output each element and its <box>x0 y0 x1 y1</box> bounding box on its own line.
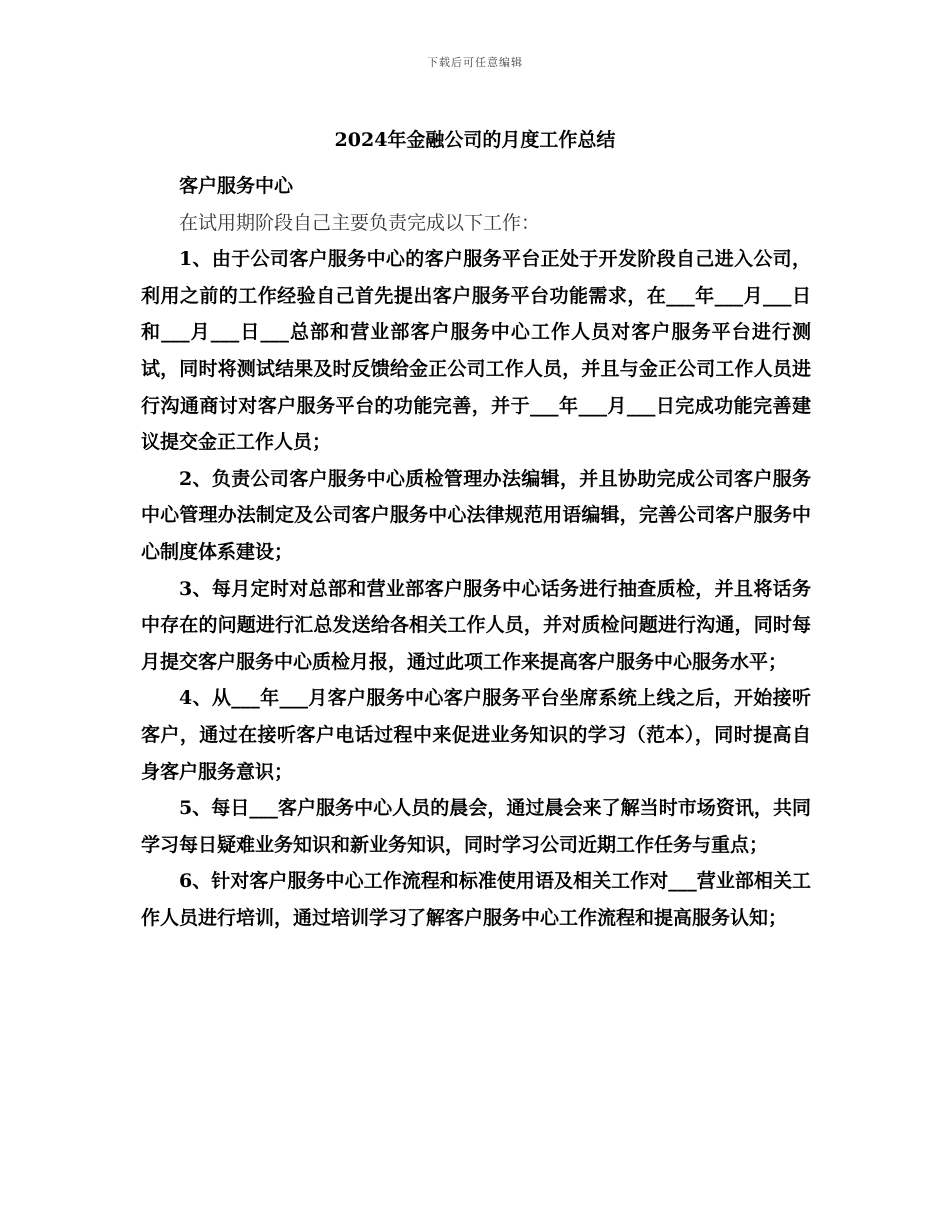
paragraph-2: 2、负责公司客户服务中心质检管理办法编辑，并且协助完成公司客户服务中心管理办法制定及公司客户服务中心法律规范用语编辑，完善公司客户服务中心制度体系建设； <box>141 467 811 563</box>
paragraph-5: 5、每日___客户服务中心人员的晨会，通过晨会来了解当时市场资讯，共同学习每日疑难业务知识和新业务知识，同时学习公司近期工作任务与重点； <box>141 797 811 856</box>
paragraph-6: 6、针对客户服务中心工作流程和标准使用语及相关工作对___营业部相关工作人员进行培训，通过培训学习了解客户服务中心工作流程和提高服务认知； <box>141 870 811 929</box>
paragraph-3: 3、每月定时对总部和营业部客户服务中心话务进行抽查质检，并且将话务中存在的问题进行汇总发送给各相关工作人员，并对质检问题进行沟通，同时每月提交客户服务中心质检月报，通过此项工作来提高客户服务中心服务水平； <box>141 577 811 673</box>
header-note: 下载后可任意编辑 <box>427 56 523 69</box>
paragraph-1: 1、由于公司客户服务中心的客户服务平台正处于开发阶段自己进入公司，利用之前的工作经验自己首先提出客户服务平台功能需求，在___年___月___日和___月___日___总部和营业部客户服务中心工作人员对客户服务平台进行测试，同时将测试结果及时反馈给金正公司工作人员，并且与金正公司工作人员进行沟通商讨对客户服务平台的功能完善，并于___年___月___日完成功能完善建议提交金正工作人员； <box>141 248 811 454</box>
section-heading: 客户服务中心 <box>179 175 294 197</box>
document-body <box>141 168 811 936</box>
page-title: 2024年金融公司的月度工作总结 <box>334 129 616 151</box>
intro-paragraph: 在试用期阶段自己主要负责完成以下工作： <box>179 211 541 234</box>
paragraph-4: 4、从___年___月客户服务中心客户服务平台坐席系统上线之后，开始接听客户，通过在接听客户电话过程中来促进业务知识的学习（范本），同时提高自身客户服务意识； <box>141 687 811 783</box>
